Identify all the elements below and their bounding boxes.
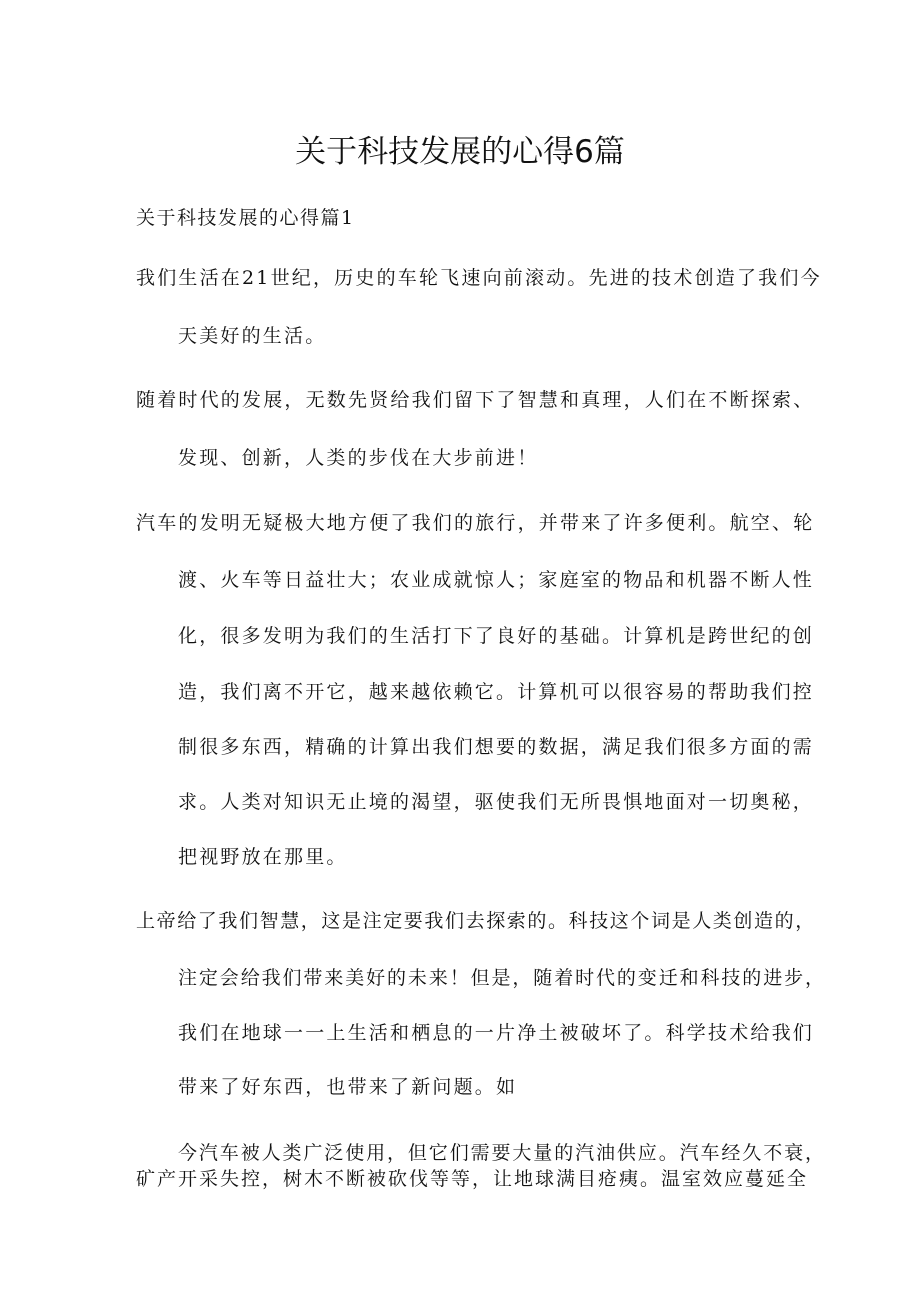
paragraph-line: 造，我们离不开它，越来越依赖它。计算机可以很容易的帮助我们控 — [178, 681, 815, 703]
paragraph-line: 随着时代的发展，无数先贤给我们留下了智慧和真理，人们在不断探索、 — [136, 389, 815, 411]
paragraph-line: 天美好的生活。 — [178, 325, 327, 347]
paragraph-line: 化，很多发明为我们的生活打下了良好的基础。计算机是跨世纪的创 — [178, 625, 815, 647]
paragraph-line: 制很多东西，精确的计算出我们想要的数据，满足我们很多方面的需 — [178, 736, 815, 758]
paragraph-line: 带来了好东西，也带来了新问题。如 — [178, 1076, 518, 1098]
paragraph-line: 发现、创新，人类的步伐在大步前进！ — [178, 447, 539, 469]
paragraph-line: 今汽车被人类广泛使用，但它们需要大量的汽油供应。汽车经久不衰， — [178, 1142, 826, 1164]
paragraph-line: 汽车的发明无疑极大地方便了我们的旅行，并带来了许多便利。航空、轮 — [136, 512, 815, 534]
paragraph-line: 上帝给了我们智慧，这是注定要我们去探索的。科技这个词是人类创造的， — [136, 910, 816, 932]
paragraph-line: 渡、火车等日益壮大；农业成就惊人；家庭室的物品和机器不断人性 — [178, 569, 815, 591]
paragraph-line: 把视野放在那里。 — [178, 846, 348, 868]
paragraph-line: 求。人类对知识无止境的渴望，驱使我们无所畏惧地面对一切奥秘， — [178, 791, 815, 813]
paragraph-line: 我们生活在21世纪，历史的车轮飞速向前滚动。先进的技术创造了我们今 — [136, 267, 822, 289]
paragraph-line: 注定会给我们带来美好的未来！但是，随着时代的变迁和科技的进步， — [178, 967, 826, 989]
section-heading: 关于科技发展的心得篇1 — [136, 207, 355, 229]
document-title: 关于科技发展的心得6篇 — [295, 134, 625, 170]
paragraph-line: 矿产开采失控，树木不断被砍伐等等，让地球满目疮痍。温室效应蔓延全 — [136, 1168, 809, 1190]
paragraph-line: 我们在地球一一上生活和栖息的一片净土被破坏了。科学技术给我们 — [178, 1022, 815, 1044]
